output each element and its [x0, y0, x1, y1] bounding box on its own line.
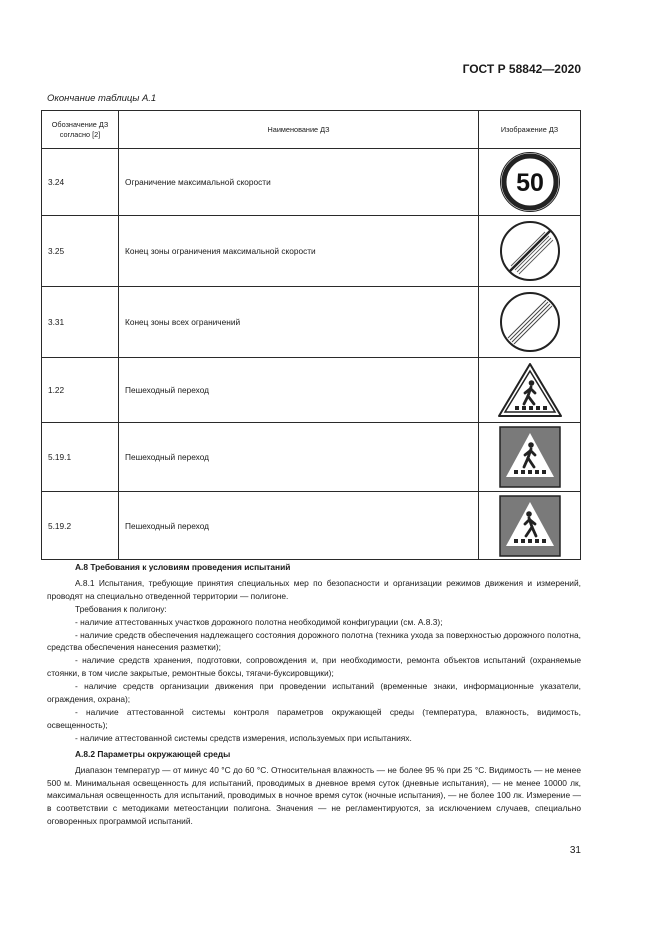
- page-number: 31: [569, 845, 581, 856]
- section-a8: [47, 561, 581, 828]
- table-row: [42, 216, 581, 287]
- table-header-row: [42, 111, 581, 149]
- sign-name: Пешеходный переход: [119, 492, 479, 560]
- end-all-restrictions-sign-icon: [499, 291, 561, 353]
- table-row: [42, 149, 581, 216]
- paragraph: Диапазон температур — от минус 40 °С до 60 °С. Относительная влажность — не более 95 % при 25 °С. Видимость — не менее 500 м. Минимальная освещенность для испытаний, проводимых в дневное время суток (дневные испытания), — не менее 10000 лк, максимальная освещенность для испытаний, проводимых в ночное время суток (ночные испытания), — не более 100 лк. Измерение — в соответствии с методиками метеостанции полигона. Значения — не регламентируются, за исключением случаев, специально оговоренных программой испытаний.: [47, 764, 581, 827]
- pedestrian-crossing-sign-mirrored-icon: [499, 495, 561, 557]
- table-row: [42, 492, 581, 560]
- sign-name: Пешеходный переход: [119, 358, 479, 423]
- column-header-name: Наименование ДЗ: [119, 111, 479, 149]
- speed-limit-value: 50: [515, 169, 544, 197]
- table-row: [42, 358, 581, 423]
- sign-code: 5.19.1: [42, 423, 119, 492]
- signs-table: [41, 110, 581, 560]
- pedestrian-crossing-sign-icon: [499, 426, 561, 488]
- list-item: - наличие аттестованной системы средств измерения, используемых при испытаниях.: [75, 732, 412, 743]
- speed-limit-sign-icon: [499, 151, 561, 213]
- list-item: - наличие средств хранения, подготовки, сопровождения и, при необходимости, ремонта объектов испытаний (охраняемые стоянки, в том числе закрытые, ремонтные боксы, тягачи-буксировщики);: [47, 655, 581, 679]
- table-row: [42, 287, 581, 358]
- end-speed-limit-zone-sign-icon: [499, 220, 561, 282]
- list-item: - наличие аттестованных участков дорожного полотна необходимой конфигурации (см. А.8.3);: [75, 616, 443, 627]
- list-item: - наличие аттестованной системы контроля параметров окружающей среды (температура, влажность, видимость, освещенность);: [47, 706, 581, 730]
- list-item: - наличие средств организации движения при проведении испытаний (временные знаки, информационные указатели, ограждения, охрана);: [47, 681, 581, 705]
- paragraph: Требования к полигону:: [75, 603, 167, 614]
- list-item: - наличие средств обеспечения надлежащего состояния дорожного полотна (техника ухода за поверхностью дорожного полотна, средства обеспечения нанесения разметки);: [47, 629, 581, 653]
- sign-name: Ограничение максимальной скорости: [119, 149, 479, 216]
- table-caption: Окончание таблицы А.1: [47, 93, 157, 104]
- sign-name: Конец зоны ограничения максимальной скорости: [119, 216, 479, 287]
- column-header-code: Обозначение ДЗ согласно [2]: [42, 111, 119, 149]
- section-heading: А.8 Требования к условиям проведения испытаний: [75, 562, 291, 572]
- sign-code: 3.31: [42, 287, 119, 358]
- pedestrian-crossing-warning-sign-icon: [497, 362, 563, 418]
- column-header-image: Изображение ДЗ: [479, 111, 581, 149]
- sign-code: 3.25: [42, 216, 119, 287]
- sign-code: 1.22: [42, 358, 119, 423]
- sign-name: Пешеходный переход: [119, 423, 479, 492]
- subsection-heading: А.8.2 Параметры окружающей среды: [75, 748, 231, 759]
- sign-name: Конец зоны всех ограничений: [119, 287, 479, 358]
- table-row: [42, 423, 581, 492]
- sign-code: 5.19.2: [42, 492, 119, 560]
- standard-header: ГОСТ Р 58842—2020: [462, 62, 581, 76]
- paragraph: А.8.1 Испытания, требующие принятия специальных мер по безопасности и организации режимов движения и измерений, проводят на специально отведенной территории — полигоне.: [47, 577, 581, 601]
- sign-code: 3.24: [42, 149, 119, 216]
